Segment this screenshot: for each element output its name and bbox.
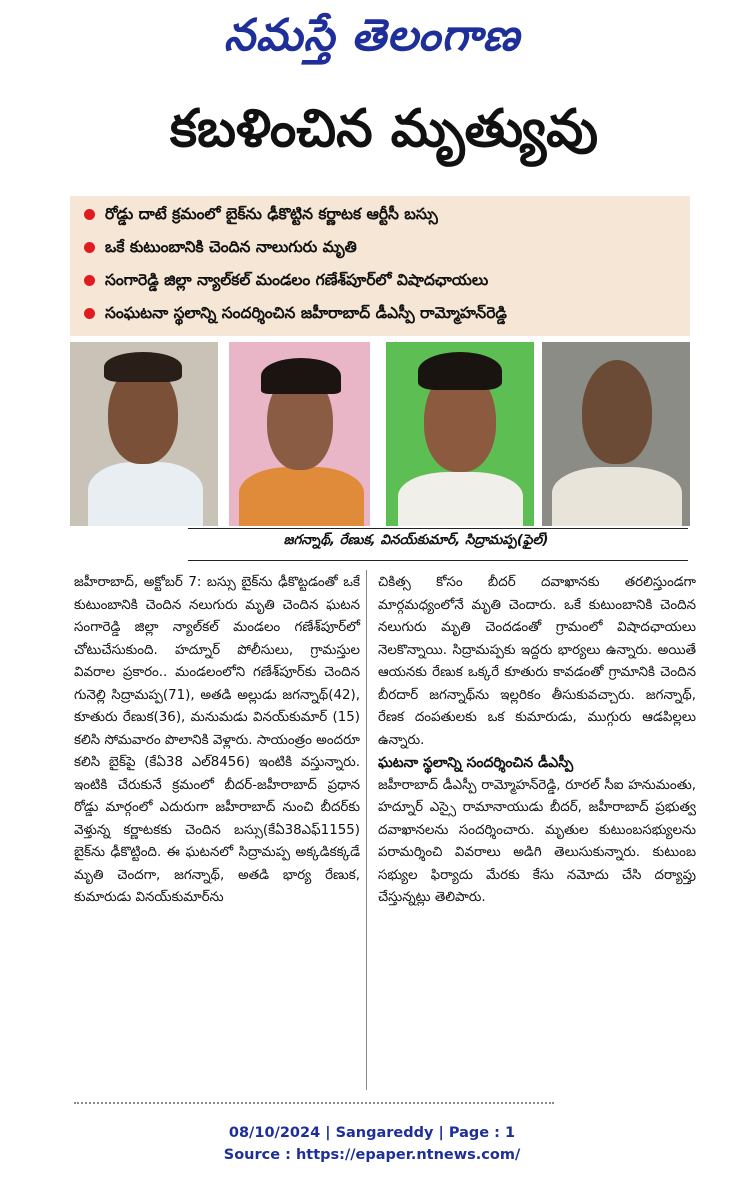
article-paragraph: జహీరాబాద్ డీఎస్పీ రామ్మోహన్‌రెడ్డి, రూరల్ సీఐ హనుమంతు, హద్నూర్ ఎస్సై రామానాయుడు బీదర్, జహీరాబాద్ ప్రభుత్వ దవాఖానలను సందర్శించారు. మృతుల కుటుంబసభ్యులను పరామర్శించి వివరాలు అడిగి తెలుసుకున్నారు. కుటుంబ సభ్యుల ఫిర్యాదు మేరకు కేసు నమోదు చేసి దర్యాప్తు చేస్తున్నట్లు తెలిపారు. xyxy=(378,777,696,905)
column-divider xyxy=(366,570,367,1090)
highlight-text: సంగారెడ్డి జిల్లా న్యాల్‌కల్ మండలం గణేశ్‌పూర్‌లో విషాదఛాయలు xyxy=(105,271,489,289)
victim-photos xyxy=(70,342,690,526)
highlight-item xyxy=(84,297,690,330)
headline: కబళించిన మృత్యువు xyxy=(169,99,599,159)
article-subheading: ఘటనా స్థలాన్ని సందర్శించిన డీఎస్పీ xyxy=(378,755,574,771)
newspaper-logo: నమస్తే తెలంగాణ xyxy=(223,10,521,61)
bullet-dot-icon xyxy=(84,242,95,253)
highlight-item xyxy=(84,198,690,231)
highlight-text: సంఘటనా స్థలాన్ని సందర్శించిన జహీరాబాద్ డీఎస్పీ రామ్మోహన్‌రెడ్డి xyxy=(105,304,507,322)
bullet-dot-icon xyxy=(84,275,95,286)
photo-elderly-man xyxy=(542,342,690,526)
highlight-item xyxy=(84,264,690,297)
article-column-1: జహీరాబాద్, అక్టోబర్ 7: బస్సు బైక్‌ను ఢీకొట్టడంతో ఒకే కుటుంబానికి చెందిన నలుగురు మృతి చెందిన ఘటన సంగారెడ్డి జిల్లా న్యాల్‌కల్ మండలం గణేశ్‌పూర్‌లో చోటుచేసుకుంది. హద్నూర్ పోలీసులు, గ్రామస్తుల వివరాల ప్రకారం.. మండలంలోని గణేశ్‌పూర్‌కు చెందిన గునెల్లి సిద్రామప్ప(71), అతడి అల్లుడు జగన్నాథ్(42), కూతురు రేణుక(36), మనుమడు వినయ్‌కుమార్ (15) కలిసి సోమవారం పొలానికి వెళ్లారు. సాయంత్రం అందరూ కలిసి బైక్‌పై (కేఏ38 ఎల్8456) ఇంటికి వస్తున్నారు. ఇంటికి చేరుకునే క్రమంలో బీదర్-జహీరాబాద్ ప్రధాన రోడ్డు మార్గంలో ఎదురుగా జహీరాబాద్ నుంచి బీదర్‌కు వెళ్తున్న కర్ణాటకకు చెందిన బస్సు(కేఏ38ఎఫ్1155) బైక్‌ను ఢీకొట్టింది. ఈ ఘటనలో సిద్రామప్ప అక్కడికక్కడే మృతి చెందగా, జగన్నాథ్, అతడి భార్య రేణుక, కుమారుడు వినయ్‌కుమార్‌ను xyxy=(74,575,360,905)
masthead xyxy=(0,0,744,82)
footer-source-link[interactable]: Source : https://epaper.ntnews.com/ xyxy=(223,1147,521,1163)
bullet-dot-icon xyxy=(84,209,95,220)
photo-woman xyxy=(229,342,370,526)
caption-rule-bottom xyxy=(188,560,688,561)
footer xyxy=(0,1122,744,1166)
footer-edition-info: 08/10/2024 | Sangareddy | Page : 1 xyxy=(228,1125,516,1141)
photo-man-1 xyxy=(70,342,218,526)
highlight-text: ఒకే కుటుంబానికి చెందిన నాలుగురు మృతి xyxy=(105,238,357,256)
dotted-divider xyxy=(74,1102,554,1104)
article-paragraph: చికిత్స కోసం బీదర్ దవాఖానకు తరలిస్తుండగా మార్గమధ్యంలోనే మృతి చెందారు. ఒకే కుటుంబానికి చెందిన నలుగురు మృతి చెందడంతో గ్రామంలో విషాదఛాయలు నెలకొన్నాయి. సిద్రామప్పకు ఇద్దరు భార్యలు ఉన్నారు. అయితే ఆయనకు రేణుక ఒక్కరే కూతురు కావడంతో గ్రామానికి చెందిన బీరదార్ జగన్నాథ్‌ను ఇల్లరికం తీసుకువచ్చారు. జగన్నాథ్, రేణక దంపతులకు ఒక కుమారుడు, ముగ్గురు ఆడపిల్లలు ఉన్నారు. xyxy=(378,575,696,748)
highlights-box xyxy=(70,196,690,336)
highlight-text: రోడ్డు దాటే క్రమంలో బైక్‌ను ఢీకొట్టిన కర్ణాటక ఆర్టీసీ బస్సు xyxy=(105,205,438,223)
bullet-dot-icon xyxy=(84,308,95,319)
photo-caption: జగన్నాథ్, రేణుక, వినయ్‌కుమార్, సిద్రామప్ప(ఫైల్) xyxy=(283,532,549,548)
caption-rule-top xyxy=(188,528,688,529)
photo-boy xyxy=(386,342,534,526)
article-column-2 xyxy=(378,572,696,910)
highlight-item xyxy=(84,231,690,264)
